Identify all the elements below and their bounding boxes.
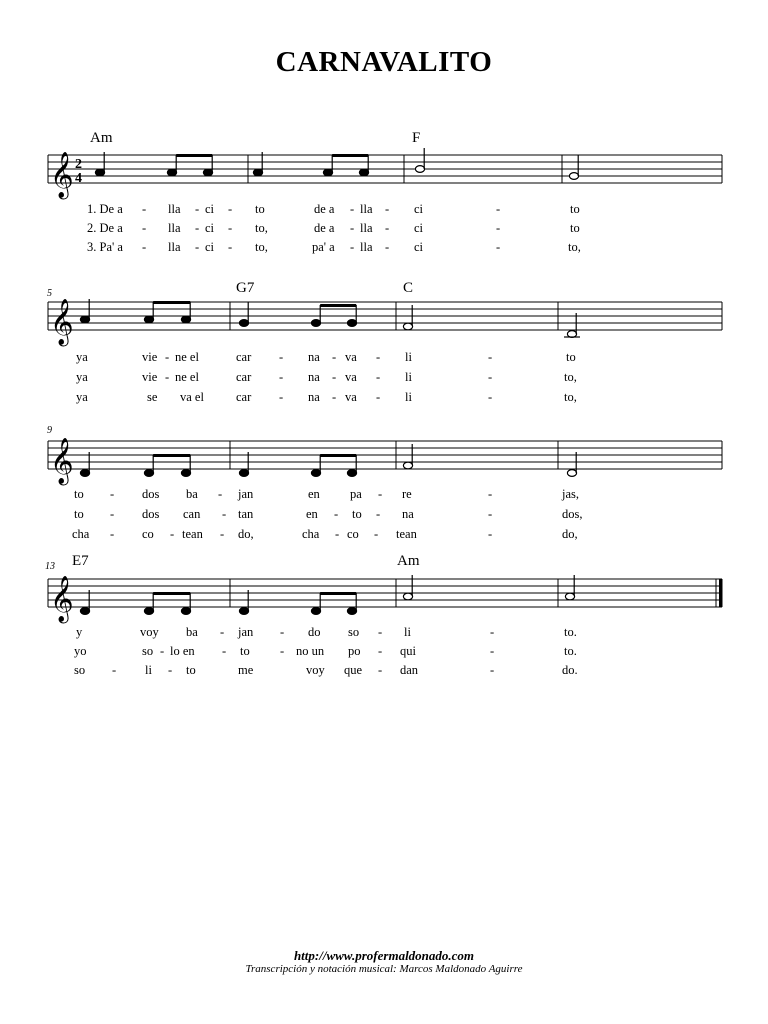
lyric-syllable: voy [140,625,159,639]
lyric-syllable: - [376,390,381,404]
lyric-syllable: - [488,507,493,521]
lyric-syllable: dos, [562,507,583,521]
measure-number: 5 [47,288,52,299]
time-signature-top: 2 [75,157,82,172]
lyric-syllable: - [332,370,337,384]
lyric-syllable: pa' a [312,240,335,254]
lyric-syllable: ba [186,487,198,501]
lyric-syllable: - [110,487,115,501]
lyric-syllable: ci [414,240,424,254]
treble-clef-icon: 𝄞 [50,299,74,345]
lyric-syllable: so [74,663,86,677]
lyric-syllable: - [110,527,115,541]
lyric-syllable: - [378,625,383,639]
lyric-syllable: se [147,390,158,404]
lyric-syllable: vie [142,370,158,384]
lyric-syllable: - [222,507,227,521]
lyric-syllable: co [142,527,154,541]
lyric-syllable: lo en [170,644,195,658]
lyric-syllable: - [378,487,383,501]
chord-symbol: F [412,130,421,146]
lyric-syllable: li [145,663,152,677]
lyric-syllable: y [76,625,83,639]
lyric-syllable: - [378,663,383,677]
lyric-syllable: - [496,240,501,254]
lyric-syllable: - [218,487,223,501]
lyric-syllable: do, [562,527,578,541]
lyric-syllable: - [279,350,284,364]
lyric-syllable: car [236,370,252,384]
lyric-syllable: dos [142,487,160,501]
lyric-syllable: - [496,202,501,216]
lyric-syllable: - [334,507,339,521]
lyric-syllable: - [376,370,381,384]
lyric-syllable: tean [396,527,417,541]
lyric-syllable: lla [168,202,181,216]
lyric-syllable: co [347,527,359,541]
lyric-syllable: no un [296,644,325,658]
lyric-syllable: na [308,370,320,384]
lyric-syllable: ci [205,202,215,216]
lyric-syllable: - [490,644,495,658]
footer-url[interactable]: http://www.profermaldonado.com [293,948,475,963]
chord-symbol: Am [90,130,113,146]
lyric-syllable: na [402,507,414,521]
lyric-syllable: cha [72,527,90,541]
lyric-syllable: que [344,663,363,677]
lyric-syllable: yo [74,644,87,658]
time-signature-bottom: 4 [75,171,82,186]
chord-symbol: C [403,280,414,296]
lyric-syllable: - [195,221,200,235]
lyric-syllable: so [348,625,360,639]
lyric-syllable: voy [306,663,325,677]
lyric-syllable: - [195,240,200,254]
lyric-syllable: - [374,527,379,541]
lyric-syllable: - [385,202,390,216]
lyric-syllable: - [385,221,390,235]
lyric-syllable: to [255,202,265,216]
lyric-syllable: - [112,663,117,677]
final-barline [719,579,723,607]
lyric-syllable: - [168,663,173,677]
lyric-syllable: ne el [175,350,199,364]
lyric-syllable: ya [76,370,88,384]
lyric-syllable: - [170,527,175,541]
lyric-syllable: to [186,663,196,677]
lyric-syllable: lla [360,221,373,235]
measure-number: 9 [47,425,52,436]
lyric-syllable: po [348,644,361,658]
lyric-syllable: en [308,487,320,501]
lyric-syllable: - [376,350,381,364]
lyric-syllable: to [240,644,250,658]
lyric-syllable: - [488,370,493,384]
lyric-syllable: tean [182,527,203,541]
lyric-syllable: to [74,507,84,521]
measure-number: 13 [45,561,55,572]
lyric-syllable: jan [238,625,254,639]
lyric-syllable: - [228,221,233,235]
lyric-syllable: qui [400,644,416,658]
lyric-syllable: to [570,221,580,235]
lyric-syllable: car [236,350,252,364]
lyric-syllable: dos [142,507,160,521]
chord-symbol: E7 [72,553,89,569]
lyric-syllable: - [378,644,383,658]
lyric-syllable: va [345,390,357,404]
lyric-syllable: - [350,202,355,216]
lyric-syllable: to [566,350,576,364]
lyric-syllable: - [350,240,355,254]
lyric-syllable: ci [205,221,215,235]
lyric-syllable: to, [568,240,581,254]
lyric-syllable: 2. De a [87,221,123,235]
treble-clef-icon: 𝄞 [50,438,74,484]
lyric-syllable: me [238,663,254,677]
lyric-syllable: 1. De a [87,202,123,216]
lyric-syllable: li [405,390,412,404]
lyric-syllable: vie [142,350,158,364]
lyric-syllable: to [570,202,580,216]
lyric-syllable: tan [238,507,254,521]
lyric-syllable: - [165,350,170,364]
lyric-syllable: va el [180,390,204,404]
lyric-syllable: na [308,350,320,364]
lyric-syllable: na [308,390,320,404]
lyric-syllable: - [280,644,285,658]
chord-symbol: Am [397,553,420,569]
lyric-syllable: - [490,663,495,677]
lyric-syllable: - [332,390,337,404]
lyric-syllable: de a [314,221,335,235]
lyric-syllable: to [352,507,362,521]
lyric-syllable: - [228,202,233,216]
lyric-syllable: - [220,625,225,639]
lyric-syllable: cha [302,527,320,541]
lyric-syllable: li [404,625,411,639]
lyric-syllable: - [279,390,284,404]
lyric-syllable: to. [564,644,577,658]
lyric-syllable: ci [414,221,424,235]
lyric-syllable: - [350,221,355,235]
lyric-syllable: 3. Pa' a [87,240,123,254]
lyric-syllable: - [165,370,170,384]
lyric-syllable: - [496,221,501,235]
lyric-syllable: car [236,390,252,404]
lyric-syllable: - [110,507,115,521]
lyric-syllable: - [280,625,285,639]
lyric-syllable: - [279,370,284,384]
treble-clef-icon: 𝄞 [50,152,74,198]
lyric-syllable: to, [255,221,268,235]
lyric-syllable: - [488,350,493,364]
lyric-syllable: re [402,487,412,501]
lyric-syllable: - [335,527,340,541]
song-title: CARNAVALITO [275,46,493,78]
lyric-syllable: to, [564,370,577,384]
lyric-syllable: ya [76,390,88,404]
lyric-syllable: so [142,644,154,658]
lyric-syllable: va [345,370,357,384]
lyric-syllable: - [142,240,147,254]
lyric-syllable: ci [414,202,424,216]
lyric-syllable: - [160,644,165,658]
lyric-syllable: li [405,350,412,364]
lyric-syllable: ba [186,625,198,639]
lyric-syllable: - [385,240,390,254]
lyric-syllable: - [195,202,200,216]
lyric-syllable: lla [168,240,181,254]
lyric-syllable: - [488,487,493,501]
lyric-syllable: - [488,527,493,541]
lyric-syllable: - [142,221,147,235]
footer-credit: Transcripción y notación musical: Marcos Maldonado Aguirre [245,963,523,975]
lyric-syllable: to. [564,625,577,639]
lyric-syllable: do. [562,663,578,677]
treble-clef-icon: 𝄞 [50,576,74,622]
lyric-syllable: li [405,370,412,384]
lyric-syllable: to, [255,240,268,254]
lyric-syllable: - [490,625,495,639]
lyric-syllable: - [220,527,225,541]
chord-symbol: G7 [236,280,255,296]
lyric-syllable: dan [400,663,419,677]
lyric-syllable: - [222,644,227,658]
lyric-syllable: - [376,507,381,521]
lyric-syllable: do, [238,527,254,541]
lyric-syllable: ne el [175,370,199,384]
lyric-syllable: de a [314,202,335,216]
lyric-syllable: en [306,507,318,521]
lyric-syllable: - [142,202,147,216]
lyric-syllable: jan [238,487,254,501]
lyric-syllable: can [183,507,201,521]
lyric-syllable: va [345,350,357,364]
lyric-syllable: to, [564,390,577,404]
lyric-syllable: - [332,350,337,364]
lyric-syllable: to [74,487,84,501]
lyric-syllable: lla [168,221,181,235]
lyric-syllable: pa [350,487,362,501]
lyric-syllable: - [488,390,493,404]
lyric-syllable: ci [205,240,215,254]
lyric-syllable: lla [360,240,373,254]
lyric-syllable: - [228,240,233,254]
lyric-syllable: ya [76,350,88,364]
lyric-syllable: jas, [562,487,580,501]
lyric-syllable: lla [360,202,373,216]
lyric-syllable: do [308,625,321,639]
